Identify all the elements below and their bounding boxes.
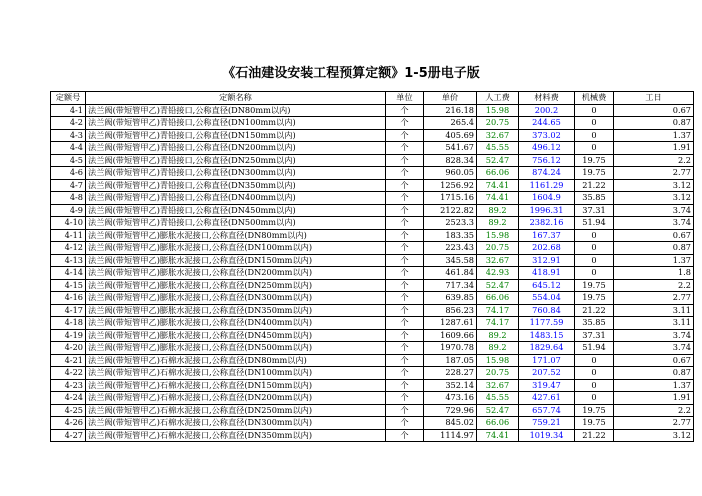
cell-workdays: 3.74 [614,329,694,342]
cell-material-cost: 496.12 [519,142,575,155]
quota-table [50,91,694,442]
cell-workdays: 3.74 [614,342,694,355]
cell-material-cost: 756.12 [519,154,575,167]
cell-code: 4-11 [51,229,86,242]
cell-name: 法兰阀(带短管甲乙)青铅接口,公称直径(DN250mm以内) [86,154,386,167]
cell-labor-cost: 42.93 [477,267,519,280]
header-labor-cost: 人工费 [477,92,519,105]
cell-name: 法兰阀(带短管甲乙)石棉水泥接口,公称直径(DN300mm以内) [86,417,386,430]
cell-workdays: 2.77 [614,417,694,430]
cell-material-cost: 874.24 [519,167,575,180]
cell-machine-cost: 19.75 [575,417,614,430]
cell-code: 4-2 [51,117,86,130]
table-row [51,104,694,117]
cell-labor-cost: 20.75 [477,117,519,130]
cell-workdays: 2.2 [614,404,694,417]
cell-machine-cost: 37.31 [575,204,614,217]
cell-name: 法兰阀(带短管甲乙)青铅接口,公称直径(DN150mm以内) [86,129,386,142]
cell-name: 法兰阀(带短管甲乙)青铅接口,公称直径(DN300mm以内) [86,167,386,180]
cell-price: 473.16 [424,392,477,405]
cell-material-cost: 202.68 [519,242,575,255]
table-row [51,117,694,130]
table-row [51,367,694,380]
cell-name: 法兰阀(带短管甲乙)青铅接口,公称直径(DN450mm以内) [86,204,386,217]
cell-machine-cost: 19.75 [575,292,614,305]
cell-name: 法兰阀(带短管甲乙)石棉水泥接口,公称直径(DN350mm以内) [86,429,386,442]
cell-labor-cost: 15.98 [477,229,519,242]
cell-machine-cost: 51.94 [575,217,614,230]
table-row [51,142,694,155]
cell-machine-cost: 21.22 [575,179,614,192]
cell-material-cost: 1019.34 [519,429,575,442]
cell-code: 4-26 [51,417,86,430]
cell-labor-cost: 74.41 [477,429,519,442]
cell-price: 1256.92 [424,179,477,192]
table-row [51,204,694,217]
cell-machine-cost: 0 [575,104,614,117]
cell-material-cost: 1177.59 [519,317,575,330]
table-row [51,129,694,142]
cell-machine-cost: 19.75 [575,279,614,292]
header-price: 单价 [424,92,477,105]
cell-name: 法兰阀(带短管甲乙)膨胀水泥接口,公称直径(DN150mm以内) [86,254,386,267]
cell-unit: 个 [386,104,424,117]
cell-labor-cost: 89.2 [477,329,519,342]
table-row [51,167,694,180]
cell-labor-cost: 20.75 [477,242,519,255]
cell-machine-cost: 0 [575,129,614,142]
cell-price: 541.67 [424,142,477,155]
cell-unit: 个 [386,217,424,230]
cell-price: 1970.78 [424,342,477,355]
cell-material-cost: 1604.9 [519,192,575,205]
table-row [51,267,694,280]
cell-unit: 个 [386,192,424,205]
cell-code: 4-5 [51,154,86,167]
cell-code: 4-6 [51,167,86,180]
cell-material-cost: 319.47 [519,379,575,392]
table-body [51,104,694,442]
cell-price: 216.18 [424,104,477,117]
cell-code: 4-7 [51,179,86,192]
cell-code: 4-3 [51,129,86,142]
cell-unit: 个 [386,292,424,305]
header-material-cost: 材料费 [519,92,575,105]
cell-labor-cost: 89.2 [477,204,519,217]
cell-material-cost: 645.12 [519,279,575,292]
cell-machine-cost: 21.22 [575,429,614,442]
cell-workdays: 3.12 [614,429,694,442]
cell-machine-cost: 0 [575,117,614,130]
cell-price: 223.43 [424,242,477,255]
cell-machine-cost: 0 [575,254,614,267]
cell-unit: 个 [386,379,424,392]
cell-labor-cost: 89.2 [477,217,519,230]
table-row [51,192,694,205]
cell-price: 856.23 [424,304,477,317]
cell-name: 法兰阀(带短管甲乙)青铅接口,公称直径(DN100mm以内) [86,117,386,130]
cell-price: 265.4 [424,117,477,130]
cell-labor-cost: 15.98 [477,354,519,367]
cell-material-cost: 244.65 [519,117,575,130]
cell-name: 法兰阀(带短管甲乙)膨胀水泥接口,公称直径(DN350mm以内) [86,304,386,317]
table-row [51,229,694,242]
cell-name: 法兰阀(带短管甲乙)石棉水泥接口,公称直径(DN100mm以内) [86,367,386,380]
cell-price: 1609.66 [424,329,477,342]
cell-code: 4-18 [51,317,86,330]
cell-workdays: 2.2 [614,154,694,167]
cell-price: 2523.3 [424,217,477,230]
table-row [51,217,694,230]
cell-labor-cost: 66.06 [477,292,519,305]
table-row [51,179,694,192]
cell-workdays: 0.87 [614,117,694,130]
cell-name: 法兰阀(带短管甲乙)青铅接口,公称直径(DN80mm以内) [86,104,386,117]
cell-labor-cost: 20.75 [477,367,519,380]
cell-price: 405.69 [424,129,477,142]
cell-name: 法兰阀(带短管甲乙)青铅接口,公称直径(DN400mm以内) [86,192,386,205]
document-title: 《石油建设安装工程预算定额》1-5册电子版 [222,66,480,81]
cell-workdays: 2.2 [614,279,694,292]
cell-unit: 个 [386,267,424,280]
cell-workdays: 0.87 [614,242,694,255]
cell-machine-cost: 35.85 [575,192,614,205]
cell-name: 法兰阀(带短管甲乙)膨胀水泥接口,公称直径(DN500mm以内) [86,342,386,355]
cell-labor-cost: 45.55 [477,392,519,405]
cell-name: 法兰阀(带短管甲乙)膨胀水泥接口,公称直径(DN400mm以内) [86,317,386,330]
table-row [51,317,694,330]
cell-material-cost: 200.2 [519,104,575,117]
cell-price: 639.85 [424,292,477,305]
cell-name: 法兰阀(带短管甲乙)石棉水泥接口,公称直径(DN250mm以内) [86,404,386,417]
cell-code: 4-20 [51,342,86,355]
cell-material-cost: 1161.29 [519,179,575,192]
table-row [51,354,694,367]
cell-price: 960.05 [424,167,477,180]
cell-price: 845.02 [424,417,477,430]
cell-workdays: 0.67 [614,354,694,367]
cell-machine-cost: 0 [575,392,614,405]
cell-price: 345.58 [424,254,477,267]
cell-material-cost: 2382.16 [519,217,575,230]
cell-code: 4-12 [51,242,86,255]
header-name: 定额名称 [86,92,386,105]
cell-code: 4-25 [51,404,86,417]
cell-machine-cost: 0 [575,267,614,280]
cell-price: 461.84 [424,267,477,280]
cell-workdays: 0.67 [614,104,694,117]
cell-unit: 个 [386,342,424,355]
cell-workdays: 1.91 [614,392,694,405]
cell-workdays: 3.12 [614,192,694,205]
cell-unit: 个 [386,229,424,242]
cell-unit: 个 [386,354,424,367]
cell-price: 1715.16 [424,192,477,205]
cell-material-cost: 167.37 [519,229,575,242]
cell-machine-cost: 51.94 [575,342,614,355]
cell-code: 4-8 [51,192,86,205]
cell-labor-cost: 74.17 [477,304,519,317]
cell-code: 4-16 [51,292,86,305]
cell-unit: 个 [386,367,424,380]
cell-name: 法兰阀(带短管甲乙)青铅接口,公称直径(DN500mm以内) [86,217,386,230]
cell-name: 法兰阀(带短管甲乙)膨胀水泥接口,公称直径(DN200mm以内) [86,267,386,280]
table-row [51,342,694,355]
cell-workdays: 1.8 [614,267,694,280]
cell-name: 法兰阀(带短管甲乙)石棉水泥接口,公称直径(DN200mm以内) [86,392,386,405]
table-row [51,379,694,392]
header-machine-cost: 机械费 [575,92,614,105]
cell-unit: 个 [386,179,424,192]
cell-material-cost: 657.74 [519,404,575,417]
table-row [51,304,694,317]
cell-unit: 个 [386,142,424,155]
cell-price: 2122.82 [424,204,477,217]
cell-material-cost: 207.52 [519,367,575,380]
cell-code: 4-4 [51,142,86,155]
cell-material-cost: 1996.31 [519,204,575,217]
table-row [51,254,694,267]
cell-machine-cost: 0 [575,229,614,242]
table-row [51,392,694,405]
cell-labor-cost: 15.98 [477,104,519,117]
cell-machine-cost: 37.31 [575,329,614,342]
cell-unit: 个 [386,317,424,330]
cell-unit: 个 [386,404,424,417]
cell-code: 4-14 [51,267,86,280]
cell-unit: 个 [386,254,424,267]
cell-name: 法兰阀(带短管甲乙)膨胀水泥接口,公称直径(DN300mm以内) [86,292,386,305]
table-row [51,417,694,430]
cell-material-cost: 171.07 [519,354,575,367]
cell-unit: 个 [386,329,424,342]
cell-labor-cost: 66.06 [477,417,519,430]
header-unit: 单位 [386,92,424,105]
cell-unit: 个 [386,392,424,405]
cell-name: 法兰阀(带短管甲乙)膨胀水泥接口,公称直径(DN80mm以内) [86,229,386,242]
cell-labor-cost: 32.67 [477,129,519,142]
cell-price: 352.14 [424,379,477,392]
cell-machine-cost: 0 [575,142,614,155]
cell-labor-cost: 52.47 [477,154,519,167]
cell-labor-cost: 74.41 [477,179,519,192]
cell-price: 187.05 [424,354,477,367]
cell-machine-cost: 35.85 [575,317,614,330]
cell-workdays: 1.37 [614,254,694,267]
cell-machine-cost: 0 [575,354,614,367]
cell-price: 717.34 [424,279,477,292]
table-row [51,292,694,305]
cell-workdays: 3.74 [614,217,694,230]
cell-name: 法兰阀(带短管甲乙)青铅接口,公称直径(DN350mm以内) [86,179,386,192]
cell-price: 1287.61 [424,317,477,330]
cell-material-cost: 554.04 [519,292,575,305]
cell-code: 4-10 [51,217,86,230]
cell-code: 4-19 [51,329,86,342]
table-row [51,404,694,417]
cell-code: 4-17 [51,304,86,317]
cell-workdays: 3.11 [614,304,694,317]
cell-workdays: 3.11 [614,317,694,330]
table-header-row [51,92,694,105]
cell-unit: 个 [386,117,424,130]
cell-code: 4-1 [51,104,86,117]
cell-labor-cost: 66.06 [477,167,519,180]
cell-material-cost: 1483.15 [519,329,575,342]
cell-material-cost: 373.02 [519,129,575,142]
cell-workdays: 2.77 [614,292,694,305]
cell-material-cost: 759.21 [519,417,575,430]
cell-workdays: 1.91 [614,142,694,155]
cell-name: 法兰阀(带短管甲乙)石棉水泥接口,公称直径(DN80mm以内) [86,354,386,367]
table-row [51,154,694,167]
cell-workdays: 3.12 [614,179,694,192]
cell-labor-cost: 52.47 [477,404,519,417]
cell-workdays: 1.37 [614,379,694,392]
cell-labor-cost: 32.67 [477,254,519,267]
cell-price: 729.96 [424,404,477,417]
cell-workdays: 3.74 [614,204,694,217]
cell-price: 828.34 [424,154,477,167]
header-code: 定额号 [51,92,86,105]
cell-code: 4-27 [51,429,86,442]
cell-machine-cost: 19.75 [575,154,614,167]
cell-material-cost: 312.91 [519,254,575,267]
cell-unit: 个 [386,279,424,292]
cell-machine-cost: 21.22 [575,304,614,317]
table-row [51,429,694,442]
cell-unit: 个 [386,154,424,167]
cell-workdays: 1.37 [614,129,694,142]
cell-price: 183.35 [424,229,477,242]
cell-name: 法兰阀(带短管甲乙)石棉水泥接口,公称直径(DN150mm以内) [86,379,386,392]
cell-material-cost: 1829.64 [519,342,575,355]
cell-unit: 个 [386,242,424,255]
cell-machine-cost: 0 [575,242,614,255]
cell-labor-cost: 74.17 [477,317,519,330]
cell-material-cost: 427.61 [519,392,575,405]
cell-unit: 个 [386,204,424,217]
cell-machine-cost: 19.75 [575,167,614,180]
cell-code: 4-13 [51,254,86,267]
cell-workdays: 0.67 [614,229,694,242]
cell-material-cost: 418.91 [519,267,575,280]
cell-code: 4-23 [51,379,86,392]
table-row [51,329,694,342]
cell-workdays: 2.77 [614,167,694,180]
cell-labor-cost: 52.47 [477,279,519,292]
cell-machine-cost: 19.75 [575,404,614,417]
cell-workdays: 0.87 [614,367,694,380]
cell-unit: 个 [386,167,424,180]
table-row [51,242,694,255]
cell-name: 法兰阀(带短管甲乙)膨胀水泥接口,公称直径(DN100mm以内) [86,242,386,255]
cell-unit: 个 [386,304,424,317]
cell-unit: 个 [386,129,424,142]
cell-price: 228.27 [424,367,477,380]
cell-labor-cost: 45.55 [477,142,519,155]
cell-code: 4-22 [51,367,86,380]
cell-labor-cost: 32.67 [477,379,519,392]
cell-machine-cost: 0 [575,367,614,380]
cell-code: 4-21 [51,354,86,367]
table-row [51,279,694,292]
cell-unit: 个 [386,417,424,430]
cell-name: 法兰阀(带短管甲乙)膨胀水泥接口,公称直径(DN250mm以内) [86,279,386,292]
cell-unit: 个 [386,429,424,442]
cell-labor-cost: 89.2 [477,342,519,355]
cell-labor-cost: 74.41 [477,192,519,205]
header-workdays: 工日 [614,92,694,105]
cell-material-cost: 760.84 [519,304,575,317]
cell-code: 4-15 [51,279,86,292]
cell-name: 法兰阀(带短管甲乙)青铅接口,公称直径(DN200mm以内) [86,142,386,155]
cell-price: 1114.97 [424,429,477,442]
cell-machine-cost: 0 [575,379,614,392]
cell-name: 法兰阀(带短管甲乙)膨胀水泥接口,公称直径(DN450mm以内) [86,329,386,342]
cell-code: 4-24 [51,392,86,405]
cell-code: 4-9 [51,204,86,217]
